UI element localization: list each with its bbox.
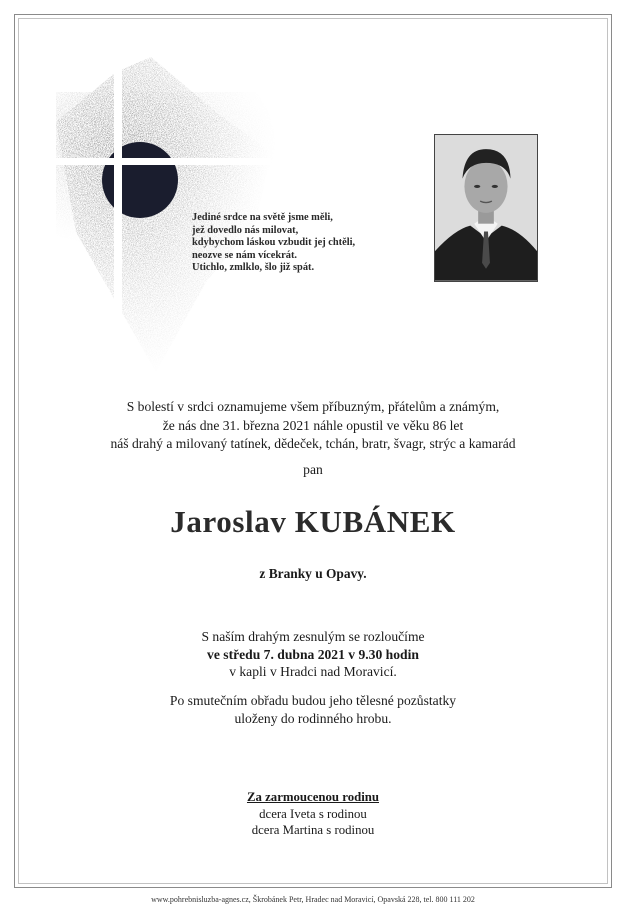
burial-info [0,692,626,727]
deceased-name: Jaroslav KUBÁNEK [170,504,456,539]
announcement-line: náš drahý a milovaný tatínek, dědeček, tchán, bratr, švagr, strýc a kamarád [110,436,516,451]
ceremony-info [0,628,626,681]
portrait-photo [434,134,538,282]
announcement [0,398,626,454]
poem-line: neozve se nám vícekrát. [192,249,298,261]
origin: z Branky u Opavy. [259,566,367,581]
burial-line: uloženy do rodinného hrobu. [234,710,392,726]
poem-line: kdybychom láskou vzbudit jej chtěli, [192,237,356,249]
ceremony-line: S naším drahým zesnulým se rozloučíme [201,629,425,644]
announcement-line: že nás dne 31. března 2021 náhle opustil ve věku 86 let [162,417,464,433]
poem-line: Jediné srdce na světě jsme měli, [192,212,333,223]
family-heading: Za zarmoucenou rodinu [246,790,379,804]
footer-contact: www.pohrebnisluzba-agnes.cz, Škrobánek Petr, Hradec nad Moravicí, Opavská 228, tel. 800 111 202 [151,895,475,904]
burial-line: Po smutečním obřadu budou jeho tělesné pozůstatky [169,693,457,708]
poem-line: jež dovedlo nás milovat, [192,224,299,236]
ceremony-place: v kapli v Hradci nad Moravicí. [229,664,397,679]
poem [192,212,392,275]
announcement-line: S bolestí v srdci oznamujeme všem příbuzným, přátelům a známým, [126,399,500,414]
poem-line: Utichlo, zmlklo, šlo již spát. [192,262,315,274]
ceremony-datetime: ve středu 7. dubna 2021 v 9.30 hodin [207,646,419,662]
family-member: dcera Martina s rodinou [251,823,375,837]
family-member: dcera Iveta s rodinou [259,806,367,821]
title-pan: pan [303,462,323,477]
family-signature [0,789,626,839]
